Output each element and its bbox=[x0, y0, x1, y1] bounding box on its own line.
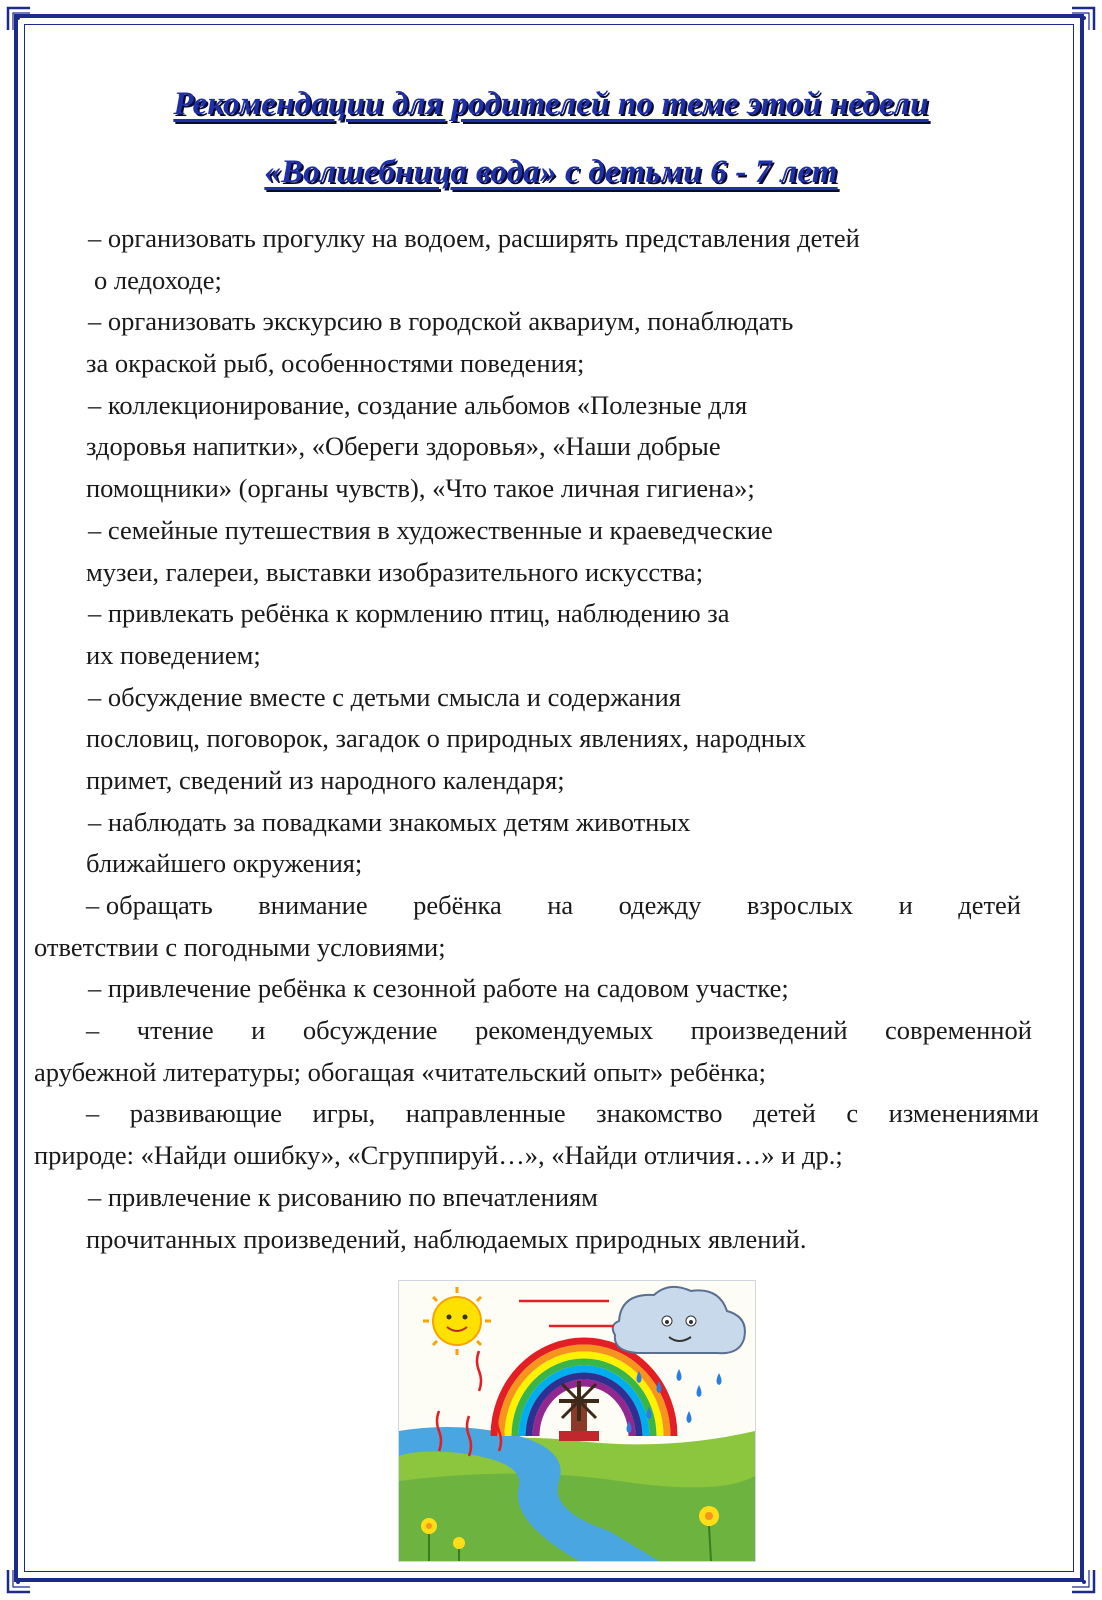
corner-ornament-icon bbox=[6, 6, 32, 32]
recommendations-list bbox=[34, 218, 1041, 1260]
word: взрослых bbox=[746, 890, 854, 920]
list-item-line: природе: «Найди ошибку», «Сгруппируй…», «Найди отличия…» и др.; bbox=[34, 1140, 843, 1171]
list-item-line-justified bbox=[86, 1010, 1032, 1052]
corner-ornament-icon bbox=[6, 1568, 32, 1594]
list-item-line: – организовать экскурсию в городской аквариум, понаблюдать bbox=[88, 306, 794, 337]
word: на bbox=[547, 890, 574, 920]
list-item-line-justified bbox=[86, 1093, 1039, 1135]
list-item-line: помощники» (органы чувств), «Что такое личная гигиена»; bbox=[86, 473, 755, 504]
corner-ornament-icon bbox=[1070, 6, 1096, 32]
list-item-line: о ледоходе; bbox=[94, 264, 222, 295]
word: рекомендуемых bbox=[475, 1015, 654, 1046]
list-item-line: – наблюдать за повадками знакомых детям животных bbox=[88, 806, 691, 837]
word: современной bbox=[885, 1015, 1032, 1046]
list-item-line: – коллекционирование, создание альбомов «Полезные для bbox=[88, 389, 748, 420]
list-item-line: прочитанных произведений, наблюдаемых природных явлений. bbox=[86, 1223, 807, 1254]
word: внимание bbox=[258, 890, 368, 920]
word: одежду bbox=[618, 890, 702, 920]
list-item-line: примет, сведений из народного календаря; bbox=[86, 764, 565, 795]
list-item-line: ответствии с погодными условиями; bbox=[34, 931, 446, 962]
list-item-line: – привлечение ребёнка к сезонной работе на садовом участке; bbox=[88, 973, 789, 1004]
list-item-line: – организовать прогулку на водоем, расширять представления детей bbox=[88, 223, 860, 253]
page-title: Рекомендации для родителей по теме этой недели bbox=[173, 86, 929, 122]
word: игры, bbox=[312, 1098, 376, 1129]
word: направленные bbox=[405, 1098, 566, 1129]
water-cycle-rainbow-picture bbox=[398, 1280, 756, 1562]
list-item-line: – привлечение к рисованию по впечатлениям bbox=[88, 1181, 598, 1212]
corner-ornament-icon bbox=[1070, 1568, 1096, 1594]
word: чтение bbox=[136, 1015, 214, 1046]
word: ребёнка bbox=[413, 890, 502, 920]
list-item-line: – обсуждение вместе с детьми смысла и содержания bbox=[88, 681, 681, 712]
word: детей bbox=[753, 1098, 816, 1129]
word: произведений bbox=[690, 1015, 848, 1046]
list-item-line: ближайшего окружения; bbox=[86, 848, 363, 879]
list-item-line: пословиц, поговорок, загадок о природных явлениях, народных bbox=[86, 723, 807, 754]
list-item-line: – семейные путешествия в художественные и краеведческие bbox=[88, 514, 773, 545]
list-item-line-justified bbox=[86, 885, 1021, 927]
list-item-line: за окраской рыб, особенностями поведения; bbox=[86, 348, 585, 379]
list-item-line: – привлекать ребёнка к кормлению птиц, наблюдению за bbox=[88, 598, 730, 629]
list-item-line: арубежной литературы; обогащая «читательский опыт» ребёнка; bbox=[34, 1056, 766, 1087]
word: обсуждение bbox=[302, 1015, 438, 1046]
word: и bbox=[898, 890, 913, 920]
list-item-line: здоровья напитки», «Обереги здоровья», «Наши добрые bbox=[86, 431, 721, 462]
word: развивающие bbox=[129, 1098, 283, 1129]
word: детей bbox=[958, 890, 1021, 920]
list-item-line: музеи, галереи, выставки изобразительного искусства; bbox=[86, 556, 704, 587]
word: изменениями bbox=[888, 1098, 1039, 1129]
word: – bbox=[86, 1015, 100, 1046]
page-subtitle: «Волшебница вода» с детьми 6 - 7 лет bbox=[264, 154, 838, 190]
word: и bbox=[251, 1015, 266, 1046]
list-item-line: их поведением; bbox=[86, 639, 261, 670]
word: знакомство bbox=[596, 1098, 723, 1129]
word: – обращать bbox=[86, 890, 213, 920]
word: с bbox=[846, 1098, 859, 1129]
word: – bbox=[86, 1098, 100, 1129]
